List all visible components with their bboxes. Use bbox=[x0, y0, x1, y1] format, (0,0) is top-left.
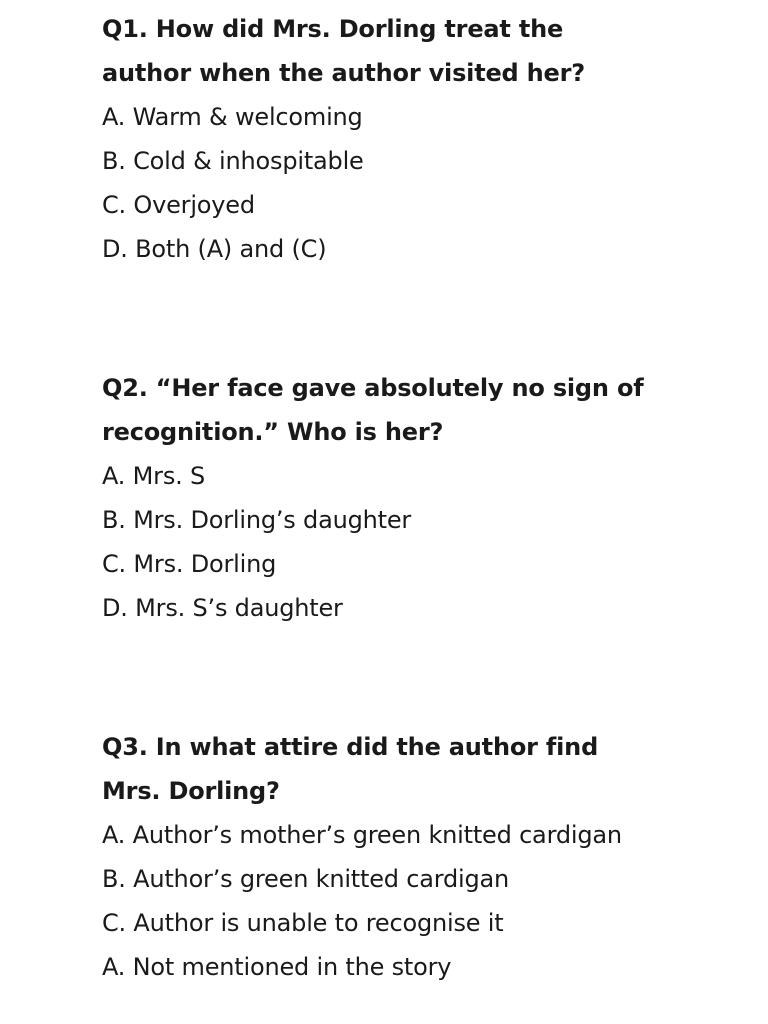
question-1 bbox=[102, 7, 742, 271]
quiz-page bbox=[102, 0, 742, 989]
question-1-option-b: B. Cold & inhospitable bbox=[102, 147, 364, 175]
question-3-option-a: A. Author’s mother’s green knitted cardigan bbox=[102, 821, 622, 849]
question-2-text bbox=[102, 366, 742, 454]
question-2-option-c: C. Mrs. Dorling bbox=[102, 550, 277, 578]
question-2-line-1: Q2. “Her face gave absolutely no sign of bbox=[102, 374, 644, 402]
question-1-option-c: C. Overjoyed bbox=[102, 191, 255, 219]
question-3-line-1: Q3. In what attire did the author find bbox=[102, 733, 599, 761]
question-3-text bbox=[102, 725, 742, 813]
question-3-options bbox=[102, 813, 742, 989]
question-1-options bbox=[102, 95, 742, 271]
question-2-option-b: B. Mrs. Dorling’s daughter bbox=[102, 506, 412, 534]
question-1-option-d: D. Both (A) and (C) bbox=[102, 235, 327, 263]
question-1-line-1: Q1. How did Mrs. Dorling treat the bbox=[102, 15, 564, 43]
question-3-option-d: A. Not mentioned in the story bbox=[102, 953, 452, 981]
question-3-option-c: C. Author is unable to recognise it bbox=[102, 909, 504, 937]
question-1-option-a: A. Warm & welcoming bbox=[102, 103, 363, 131]
question-2-option-d: D. Mrs. S’s daughter bbox=[102, 594, 343, 622]
question-1-text bbox=[102, 7, 742, 95]
question-2-option-a: A. Mrs. S bbox=[102, 462, 206, 490]
question-3-line-2: Mrs. Dorling? bbox=[102, 777, 280, 805]
question-1-line-2: author when the author visited her? bbox=[102, 59, 585, 87]
question-3-option-b: B. Author’s green knitted cardigan bbox=[102, 865, 510, 893]
question-2 bbox=[102, 366, 742, 630]
question-3 bbox=[102, 725, 742, 989]
question-2-line-2: recognition.” Who is her? bbox=[102, 418, 444, 446]
question-2-options bbox=[102, 454, 742, 630]
